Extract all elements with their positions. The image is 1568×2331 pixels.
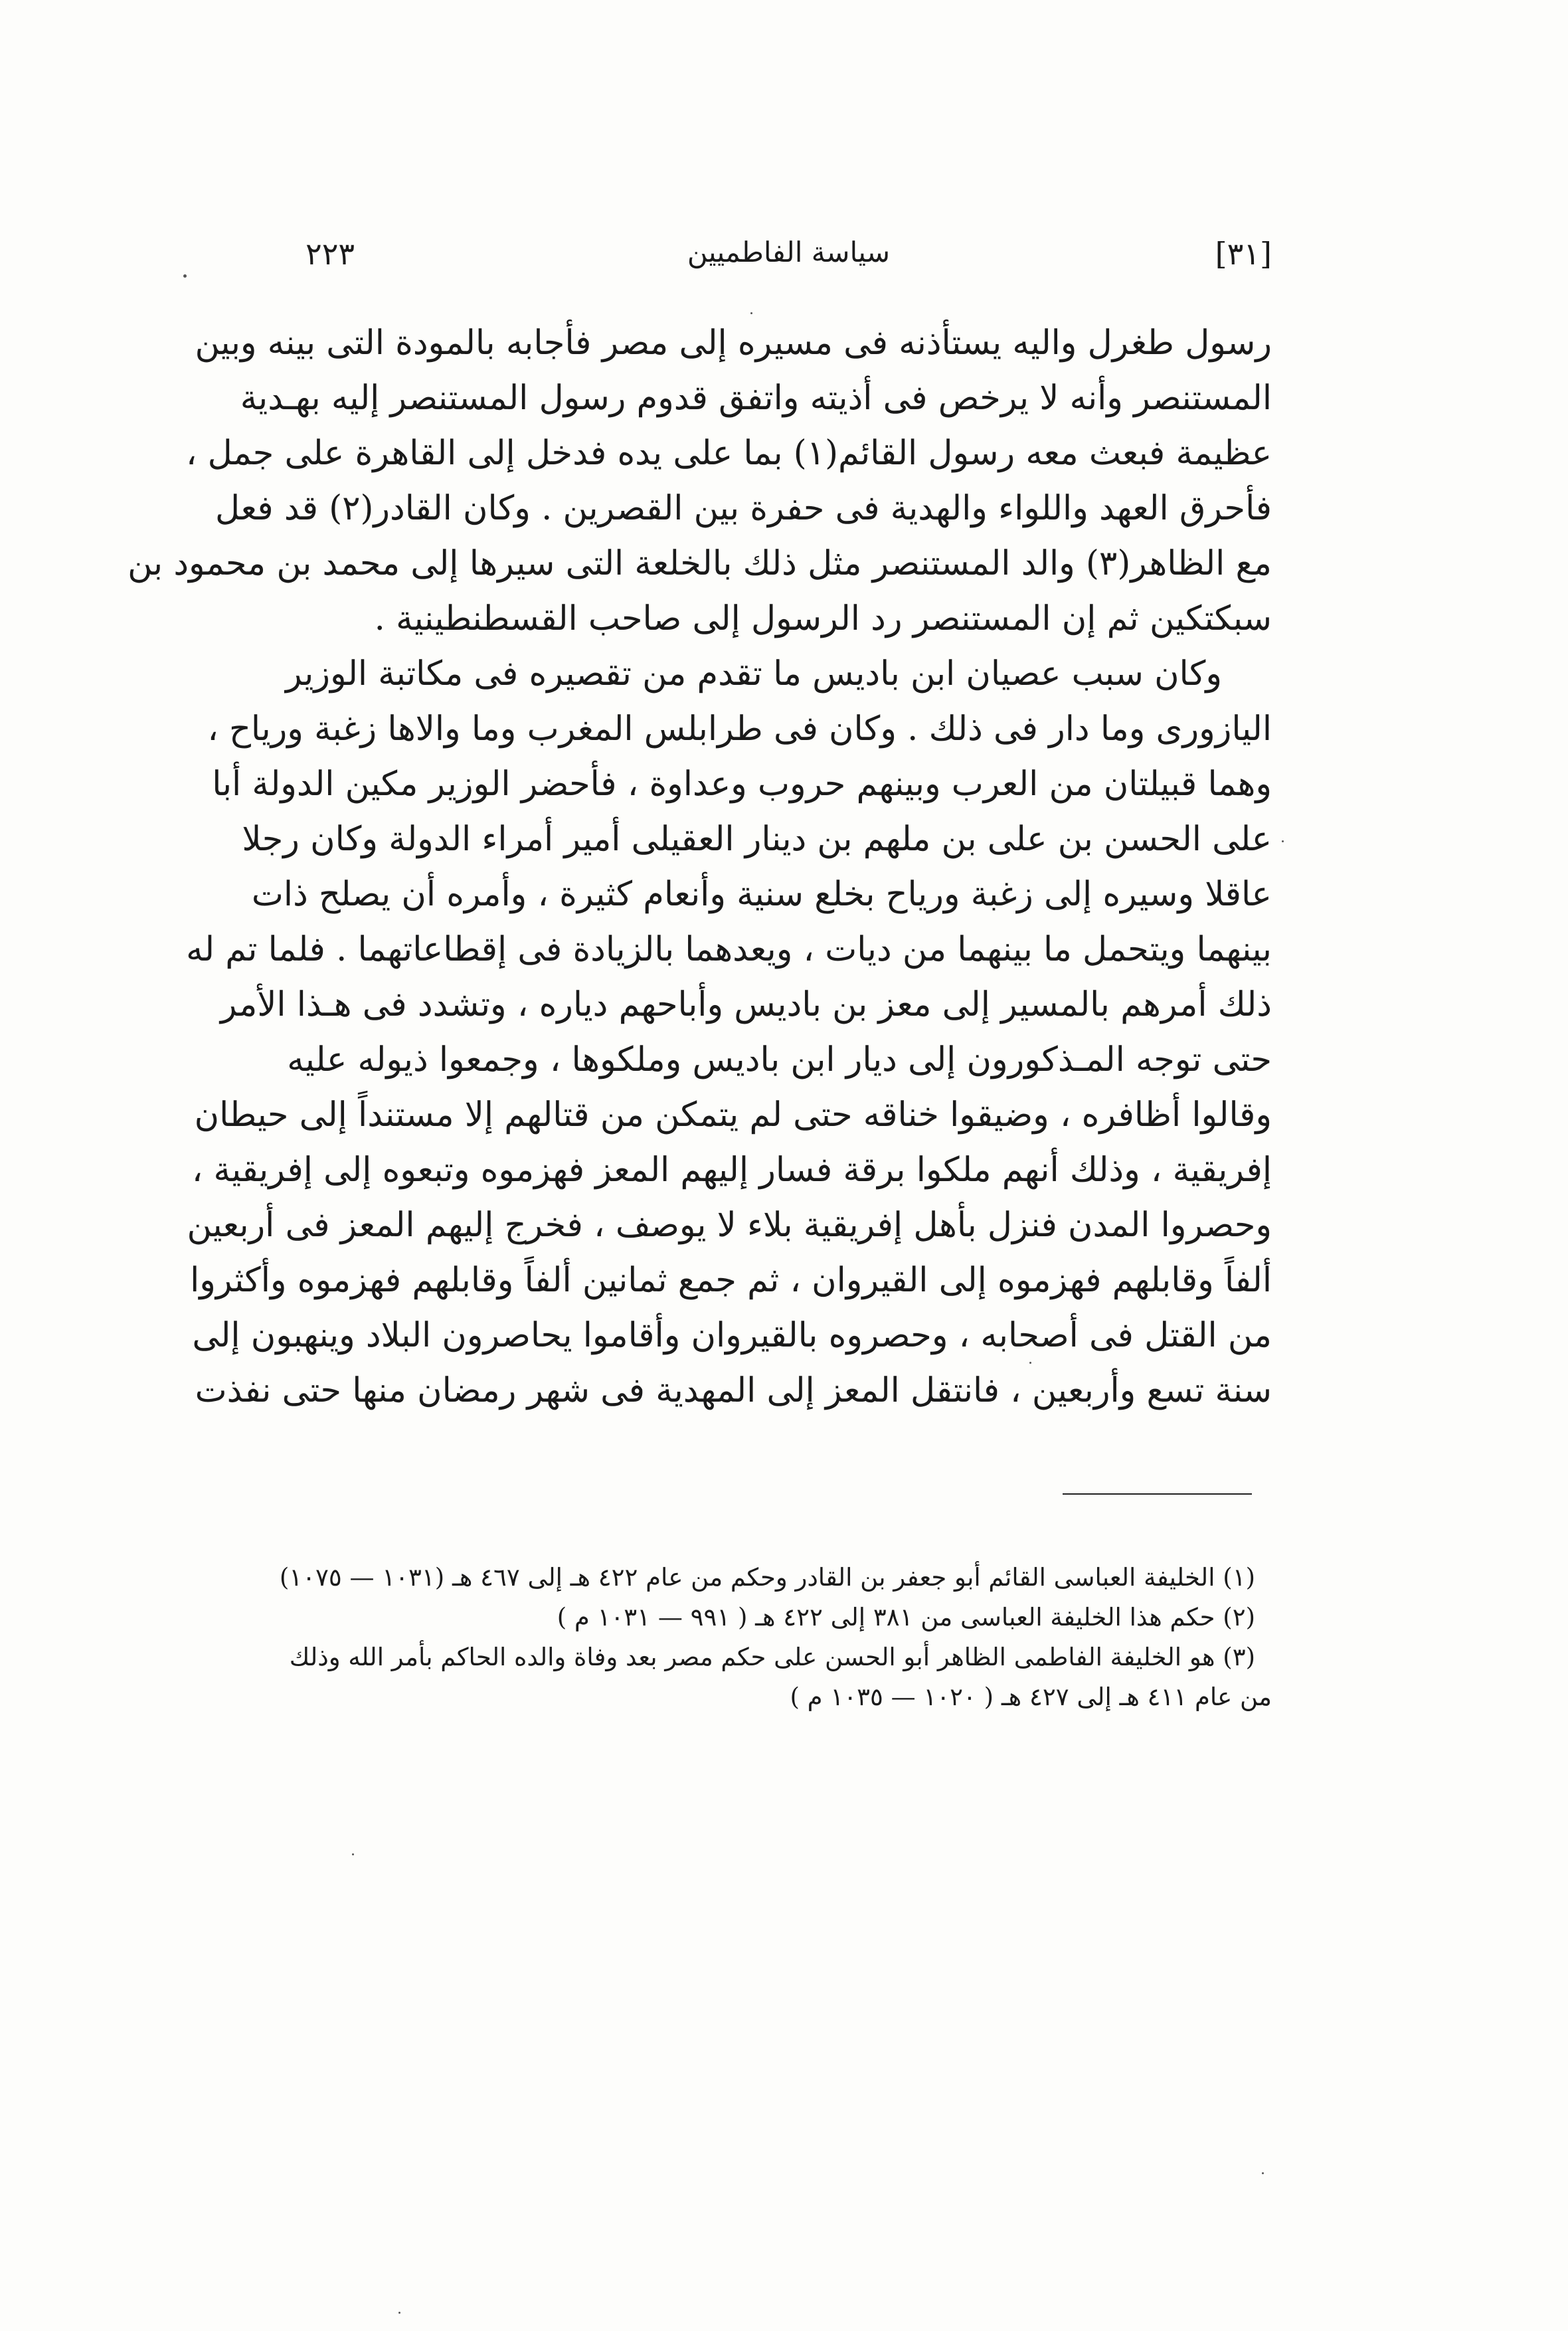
scan-speck: [398, 2312, 400, 2314]
text-line: وكان سبب عصيان ابن باديس ما تقدم من تقصيره فى مكاتبة الوزير: [286, 654, 1222, 694]
page-number: ٢٢٣: [305, 236, 355, 272]
footnote: (١) الخليفة العباسى القائم أبو جعفر بن القادر وحكم من عام ٤٢٢ هـ إلى ٤٦٧ هـ (١٠٣١ — ١٠٧٥): [279, 1563, 1255, 1592]
running-header: [305, 236, 1272, 282]
scan-speck: [1262, 2172, 1264, 2174]
main-text: [128, 316, 1272, 1418]
text-line: وقالوا أظافره ، وضيقوا خناقه حتى لم يتمكن من قتالهم إلا مستنداً إلى حيطان: [194, 1095, 1272, 1135]
text-line: على الحسن بن على بن ملهم بن دينار العقيلى أمير أمراء الدولة وكان رجلا: [242, 820, 1272, 859]
scan-speck: [183, 274, 187, 278]
text-line: رسول طغرل واليه يستأذنه فى مسيره إلى مصر فأجابه بالمودة التى بينه وبين: [195, 324, 1272, 363]
section-number: [٣١]: [1215, 236, 1272, 272]
text-line: بينهما ويتحمل ما بينهما من ديات ، ويعدهما بالزيادة فى إقطاعاتهما . فلما تم له: [186, 930, 1272, 969]
footnote: (٣) هو الخليفة الفاطمى الظاهر أبو الحسن على حكم مصر بعد وفاة والده الحاكم بأمر الله وذلك: [289, 1643, 1255, 1671]
text-line: وحصروا المدن فنزل بأهل إفريقية بلاء لا يوصف ، فخرج إليهم المعز فى أربعين: [187, 1206, 1272, 1245]
text-line: سبكتكين ثم إن المستنصر رد الرسول إلى صاحب القسطنطينية .: [374, 599, 1272, 638]
text-line: المستنصر وأنه لا يرخص فى أذيته واتفق قدوم رسول المستنصر إليه بهـدية: [240, 379, 1272, 418]
text-line: وهما قبيلتان من العرب وبينهم حروب وعداوة ، فأحضر الوزير مكين الدولة أبا: [212, 765, 1272, 804]
text-line: إفريقية ، وذلك أنهم ملكوا برقة فسار إليهم المعز فهزموه وتبعوه إلى إفريقية ،: [191, 1151, 1272, 1190]
footnote-separator: [1063, 1493, 1252, 1495]
text-line: ألفاً وقابلهم فهزموه إلى القيروان ، ثم جمع ثمانين ألفاً وقابلهم فهزموه وأكثروا: [190, 1261, 1272, 1300]
scan-speck: [1029, 1362, 1031, 1364]
text-line: حتى توجه المـذكورون إلى ديار ابن باديس وملكوها ، وجمعوا ذيوله عليه: [287, 1040, 1272, 1079]
text-line: ذلك أمرهم بالمسير إلى معز بن باديس وأباحهم دياره ، وتشدد فى هـذا الأمر: [220, 985, 1272, 1024]
scan-speck: [352, 1853, 354, 1855]
text-line: عظيمة فبعث معه رسول القائم(١) بما على يده فدخل إلى القاهرة على جمل ،: [185, 434, 1272, 473]
footnote: (٢) حكم هذا الخليفة العباسى من ٣٨١ إلى ٤٢٢ هـ ( ٩٩١ — ١٠٣١ م ): [557, 1603, 1255, 1632]
text-line: من القتل فى أصحابه ، وحصروه بالقيروان وأقاموا يحاصرون البلاد وينهبون إلى: [192, 1316, 1272, 1355]
footnote-continuation: من عام ٤١١ هـ إلى ٤٢٧ هـ ( ١٠٢٠ — ١٠٣٥ م ): [790, 1683, 1272, 1711]
running-title: سياسة الفاطميين: [687, 236, 891, 268]
footnotes: [279, 1558, 1272, 1717]
text-line: اليازورى وما دار فى ذلك . وكان فى طرابلس المغرب وما والاها زغبة ورياح ،: [207, 709, 1272, 749]
scan-speck: [1282, 840, 1284, 842]
text-line: عاقلا وسيره إلى زغبة ورياح بخلع سنية وأنعام كثيرة ، وأمره أن يصلح ذات: [251, 875, 1272, 914]
scan-speck: [750, 312, 752, 314]
text-line: فأحرق العهد واللواء والهدية فى حفرة بين القصرين . وكان القادر(٢) قد فعل: [215, 489, 1272, 528]
text-line: مع الظاهر(٣) والد المستنصر مثل ذلك بالخلعة التى سيرها إلى محمد بن محمود بن: [128, 544, 1272, 583]
text-line: سنة تسع وأربعين ، فانتقل المعز إلى المهدية فى شهر رمضان منها حتى نفذت: [195, 1371, 1272, 1410]
